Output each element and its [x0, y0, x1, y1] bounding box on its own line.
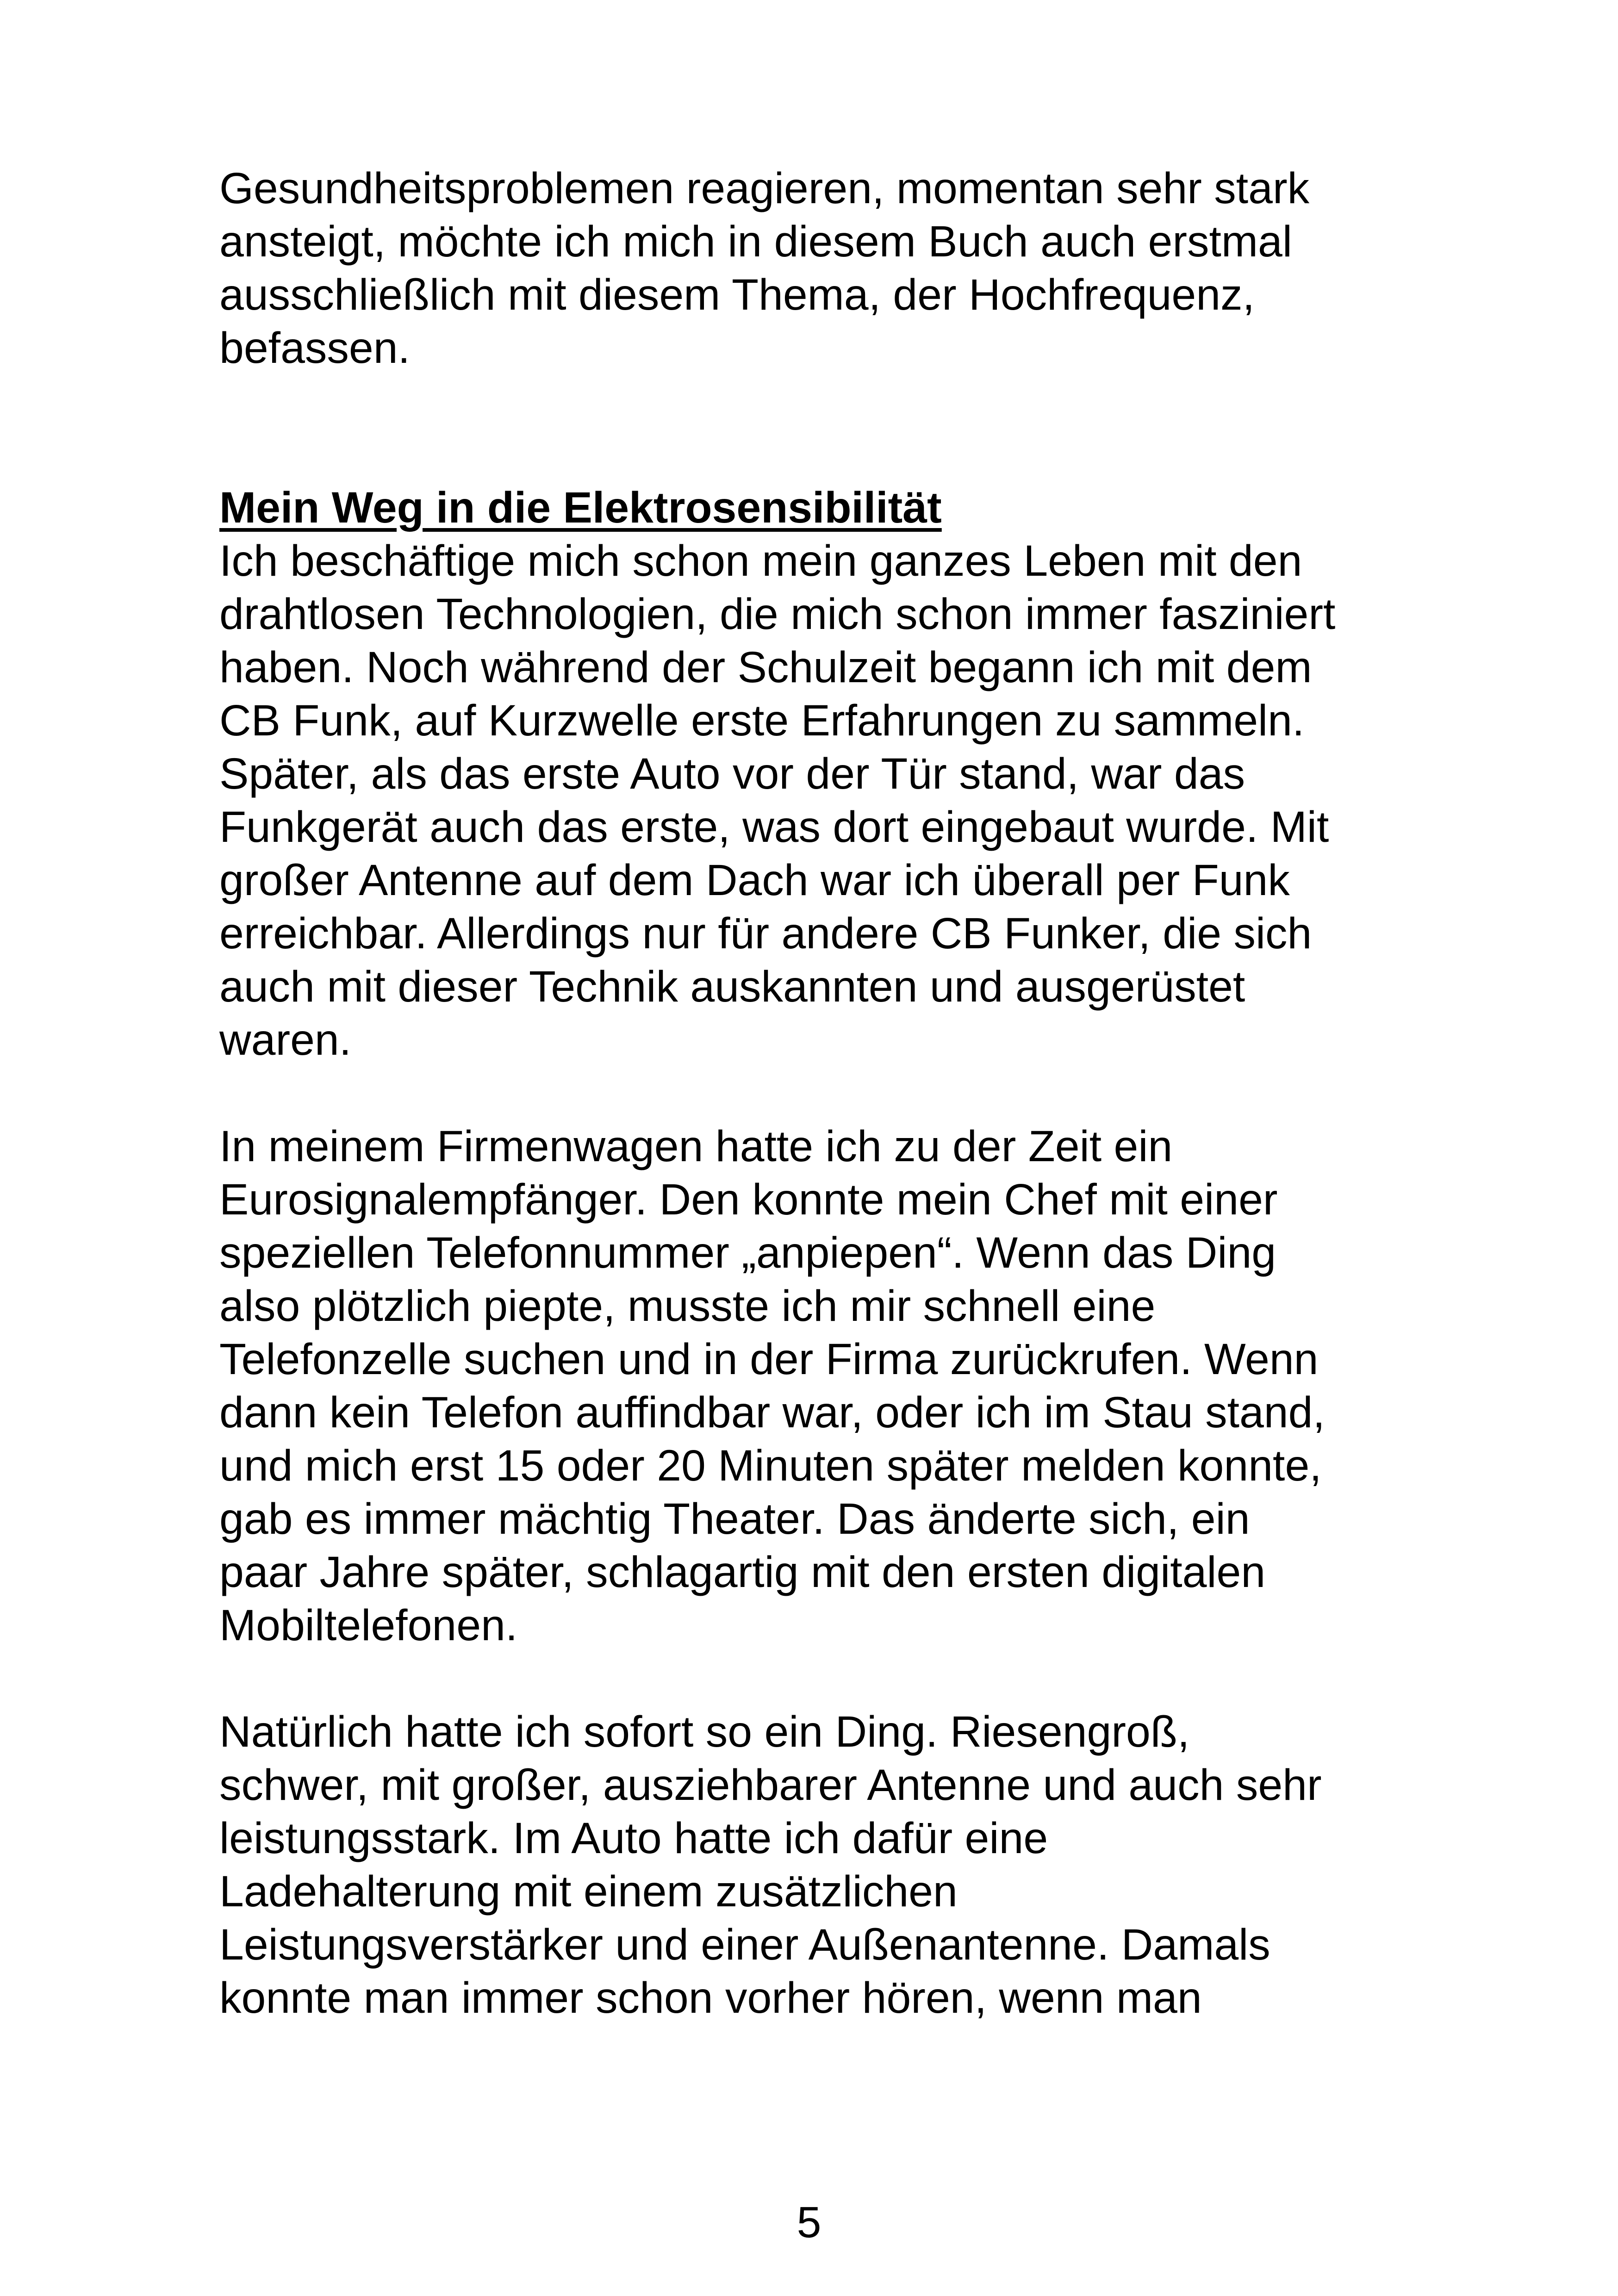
- text-line: Natürlich hatte ich sofort so ein Ding. Riesengroß,: [219, 1707, 1190, 1756]
- text-line: dann kein Telefon auffindbar war, oder ich im Stau stand,: [219, 1388, 1325, 1437]
- text-line: speziellen Telefonnummer „anpiepen“. Wenn das Ding: [219, 1228, 1276, 1277]
- text-line: Leistungsverstärker und einer Außenantenne. Damals: [219, 1920, 1270, 1969]
- paragraph-2: [219, 1120, 1432, 1652]
- section-heading: Mein Weg in die Elektrosensibilität: [219, 483, 942, 532]
- text-line: und mich erst 15 oder 20 Minuten später melden konnte,: [219, 1441, 1322, 1490]
- text-line: ausschließlich mit diesem Thema, der Hochfrequenz,: [219, 270, 1255, 319]
- text-line: Eurosignalempfänger. Den konnte mein Chef mit einer: [219, 1175, 1278, 1224]
- text-line: CB Funk, auf Kurzwelle erste Erfahrungen zu sammeln.: [219, 696, 1305, 745]
- paragraph-1: [219, 535, 1432, 1067]
- text-line: ansteigt, möchte ich mich in diesem Buch auch erstmal: [219, 217, 1292, 266]
- text-line: haben. Noch während der Schulzeit begann ich mit dem: [219, 643, 1312, 692]
- text-line: In meinem Firmenwagen hatte ich zu der Zeit ein: [219, 1122, 1173, 1171]
- text-line: Mobiltelefonen.: [219, 1601, 518, 1650]
- text-line: Ladehalterung mit einem zusätzlichen: [219, 1867, 958, 1916]
- text-line: paar Jahre später, schlagartig mit den ersten digitalen: [219, 1548, 1266, 1597]
- text-line: Gesundheitsproblemen reagieren, momentan sehr stark: [219, 164, 1310, 213]
- section-gap: [219, 375, 1432, 481]
- text-line: Telefonzelle suchen und in der Firma zurückrufen. Wenn: [219, 1335, 1319, 1384]
- text-line: auch mit dieser Technik auskannten und ausgerüstet: [219, 962, 1245, 1011]
- page-number: 5: [797, 2198, 821, 2247]
- text-line: gab es immer mächtig Theater. Das änderte sich, ein: [219, 1494, 1250, 1543]
- text-line: Funkgerät auch das erste, was dort eingebaut wurde. Mit: [219, 803, 1329, 852]
- text-line: großer Antenne auf dem Dach war ich überall per Funk: [219, 856, 1290, 905]
- text-line: leistungsstark. Im Auto hatte ich dafür eine: [219, 1814, 1048, 1863]
- body-text: [219, 162, 1432, 2025]
- text-line: also plötzlich piepte, musste ich mir schnell eine: [219, 1282, 1156, 1331]
- text-line: konnte man immer schon vorher hören, wenn man: [219, 1973, 1202, 2022]
- text-line: erreichbar. Allerdings nur für andere CB Funker, die sich: [219, 909, 1312, 958]
- paragraph-3: [219, 1705, 1432, 2025]
- paragraph-intro: [219, 162, 1432, 375]
- text-line: drahtlosen Technologien, die mich schon immer fasziniert: [219, 590, 1336, 639]
- text-line: Ich beschäftige mich schon mein ganzes Leben mit den: [219, 536, 1302, 585]
- text-line: waren.: [219, 1015, 352, 1064]
- text-line: schwer, mit großer, ausziehbarer Antenne und auch sehr: [219, 1761, 1322, 1810]
- text-line: befassen.: [219, 324, 410, 373]
- text-line: Später, als das erste Auto vor der Tür stand, war das: [219, 749, 1245, 798]
- paragraph-gap: [219, 1067, 1432, 1120]
- paragraph-gap: [219, 1652, 1432, 1705]
